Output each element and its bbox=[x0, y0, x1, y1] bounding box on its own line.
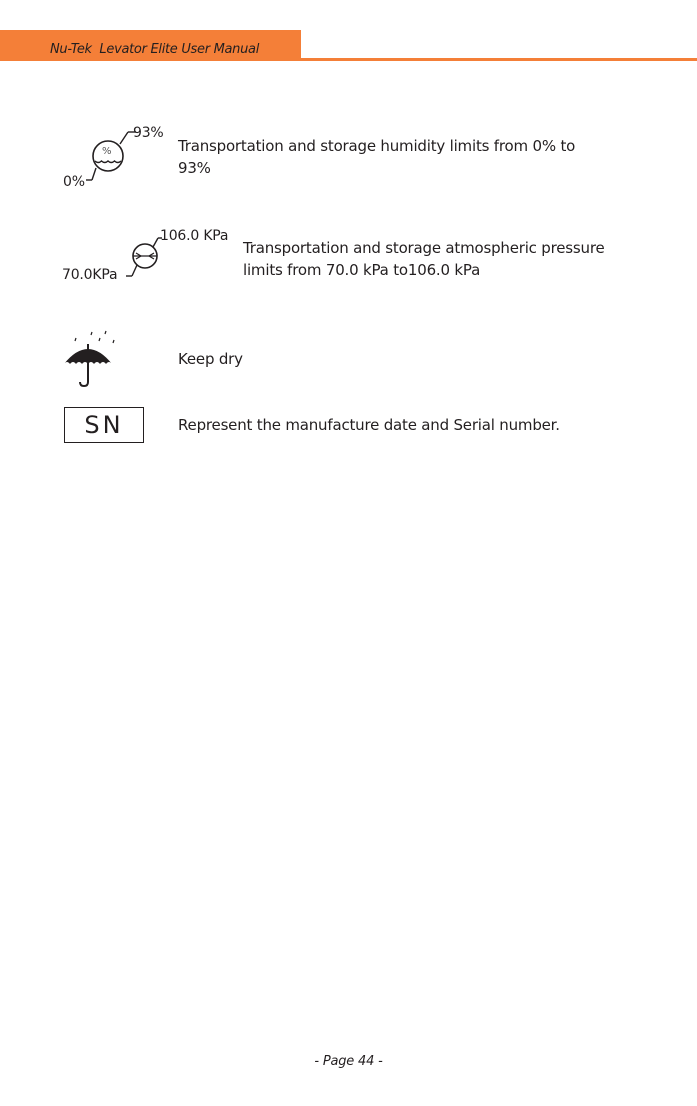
pressure-description: Transportation and storage atmospheric pressure limits from 70.0 kPa to106.0 kPa bbox=[243, 239, 605, 279]
page-number: - Page 44 - bbox=[314, 1054, 383, 1069]
humidity-percent-glyph: % bbox=[102, 146, 112, 157]
header-rule bbox=[301, 58, 697, 61]
humidity-description: Transportation and storage humidity limits from 0% to 93% bbox=[178, 137, 576, 177]
humidity-upper-label: 93% bbox=[133, 125, 164, 141]
serial-number-description: Represent the manufacture date and Serial number. bbox=[178, 416, 560, 434]
pressure-lower-label: 70.0KPa bbox=[62, 267, 118, 283]
pressure-limit-icon bbox=[118, 228, 166, 286]
pressure-upper-label: 106.0 KPa bbox=[160, 228, 229, 244]
keep-dry-description: Keep dry bbox=[178, 350, 243, 368]
serial-number-icon: SN bbox=[64, 407, 144, 443]
humidity-lower-label: 0% bbox=[63, 174, 85, 190]
manual-title: Nu-Tek Levator Elite User Manual bbox=[50, 42, 260, 57]
keep-dry-umbrella-icon bbox=[62, 328, 122, 390]
